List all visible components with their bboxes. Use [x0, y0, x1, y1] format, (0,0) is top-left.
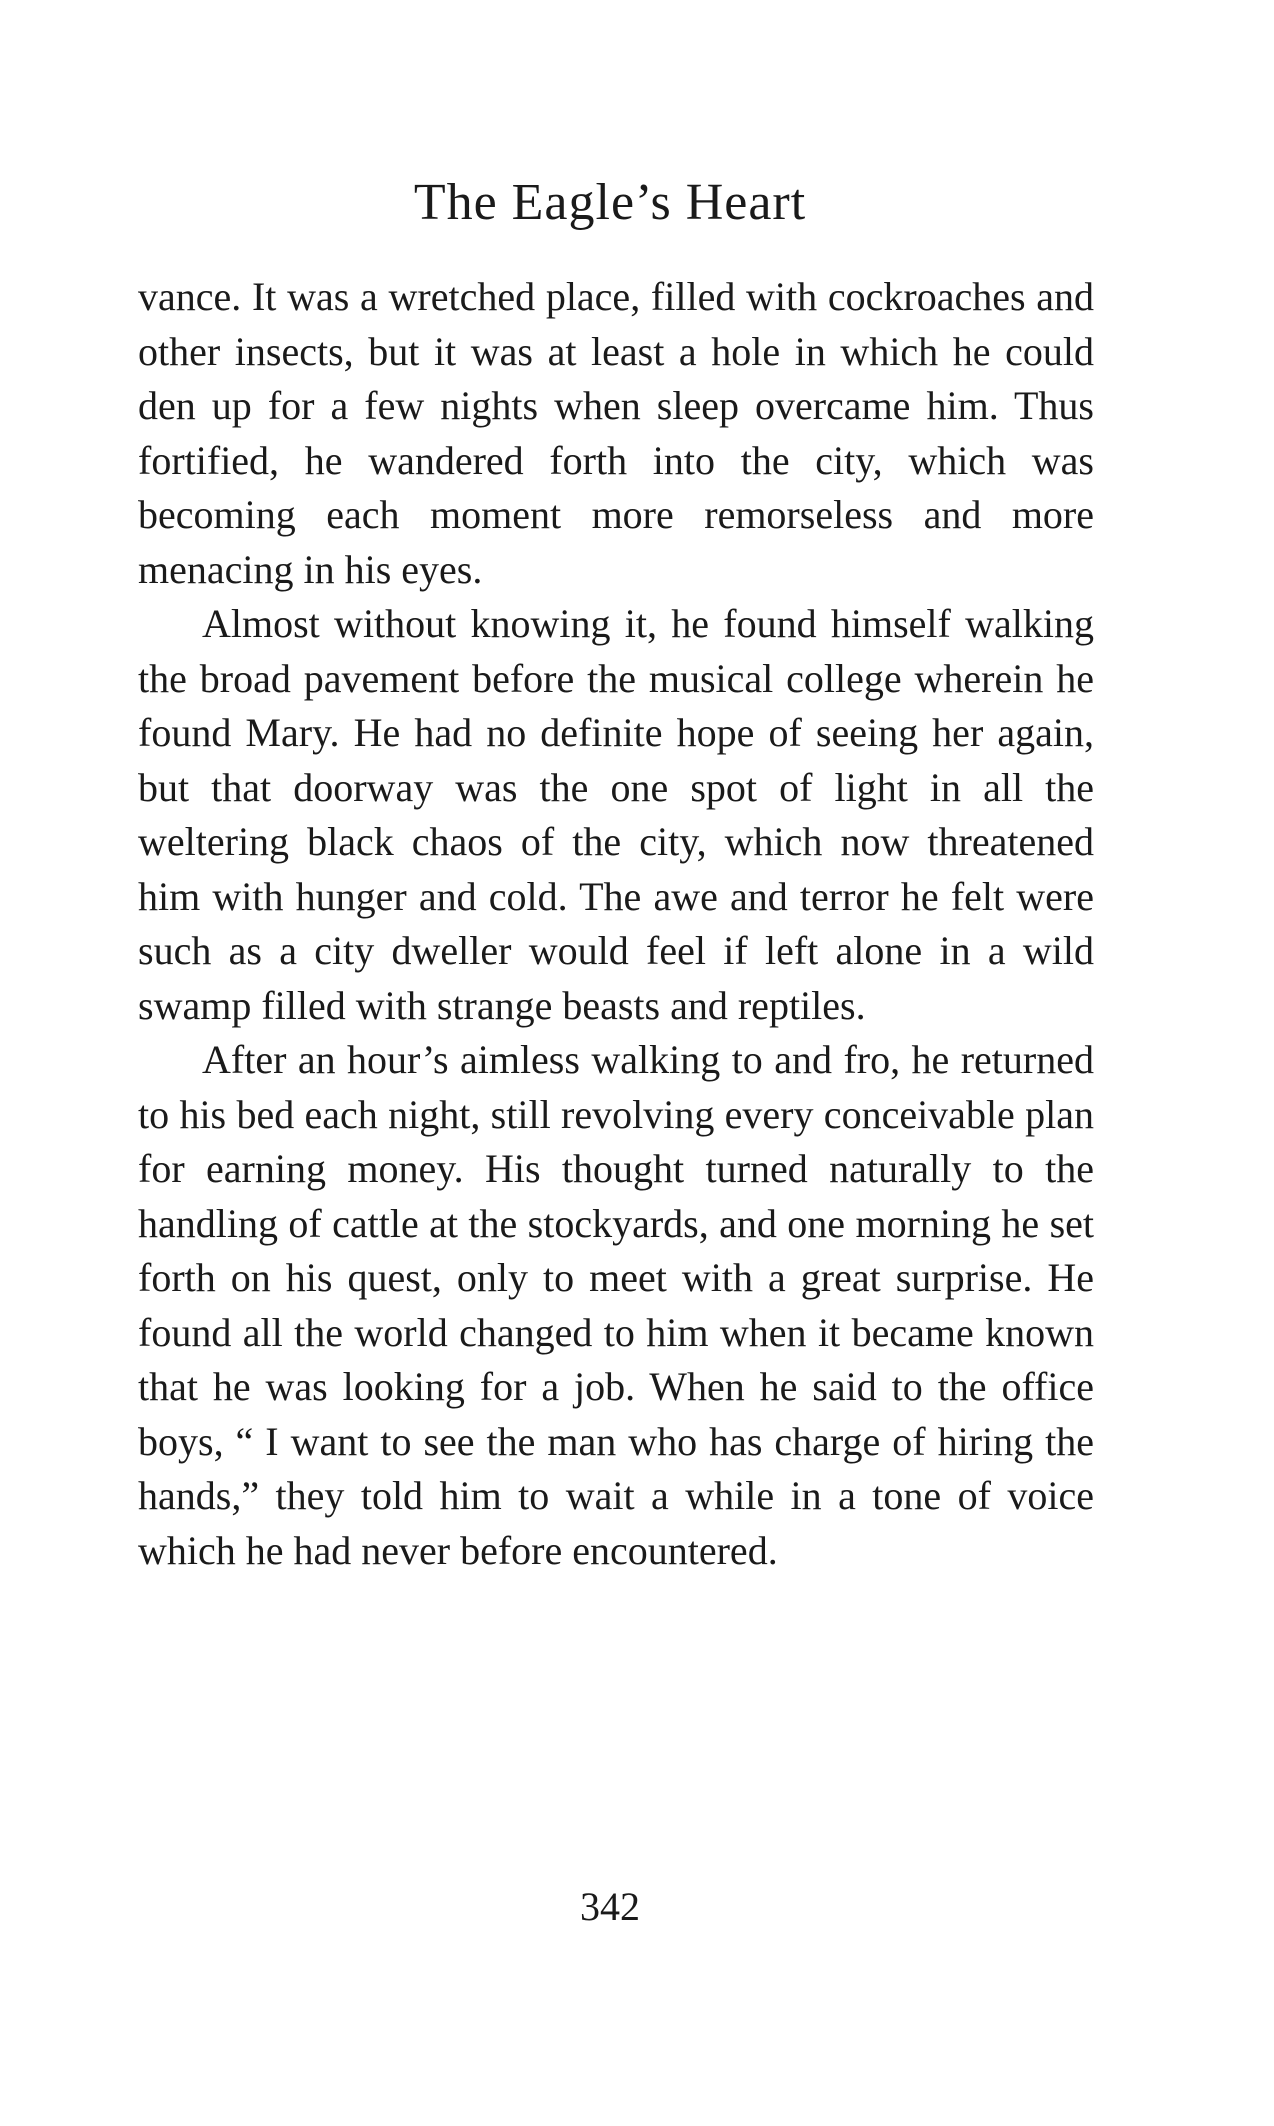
- paragraph-2: Almost without knowing it, he found himself walking the broad pavement before the musical college wherein he found Mary. He had no definite hope of seeing her again, but that doorway was the one spot of light in all the weltering black chaos of the city, which now threatened him with hunger and cold. The awe and terror he felt were such as a city dweller would feel if left alone in a wild swamp filled with strange beasts and reptiles.: [138, 601, 1094, 1028]
- running-head-title: The Eagle’s Heart: [413, 174, 807, 231]
- page-number: 342: [580, 1884, 640, 1929]
- body-text: [138, 270, 1094, 1578]
- paragraph-1: vance. It was a wretched place, filled with cockroaches and other insects, but it was at least a hole in which he could den up for a few nights when sleep overcame him. Thus fortified, he wandered forth into the city, which was becoming each moment more remorseless and more menacing in his eyes.: [138, 274, 1094, 592]
- paragraph-3: After an hour’s aimless walking to and fro, he returned to his bed each night, still revolving every conceivable plan for earning money. His thought turned naturally to the handling of cattle at the stockyards, and one morning he set forth on his quest, only to meet with a great surprise. He found all the world changed to him when it became known that he was looking for a job. When he said to the office boys, “ I want to see the man who has charge of hiring the hands,” they told him to wait a while in a tone of voice which he had never before encountered.: [138, 1037, 1094, 1573]
